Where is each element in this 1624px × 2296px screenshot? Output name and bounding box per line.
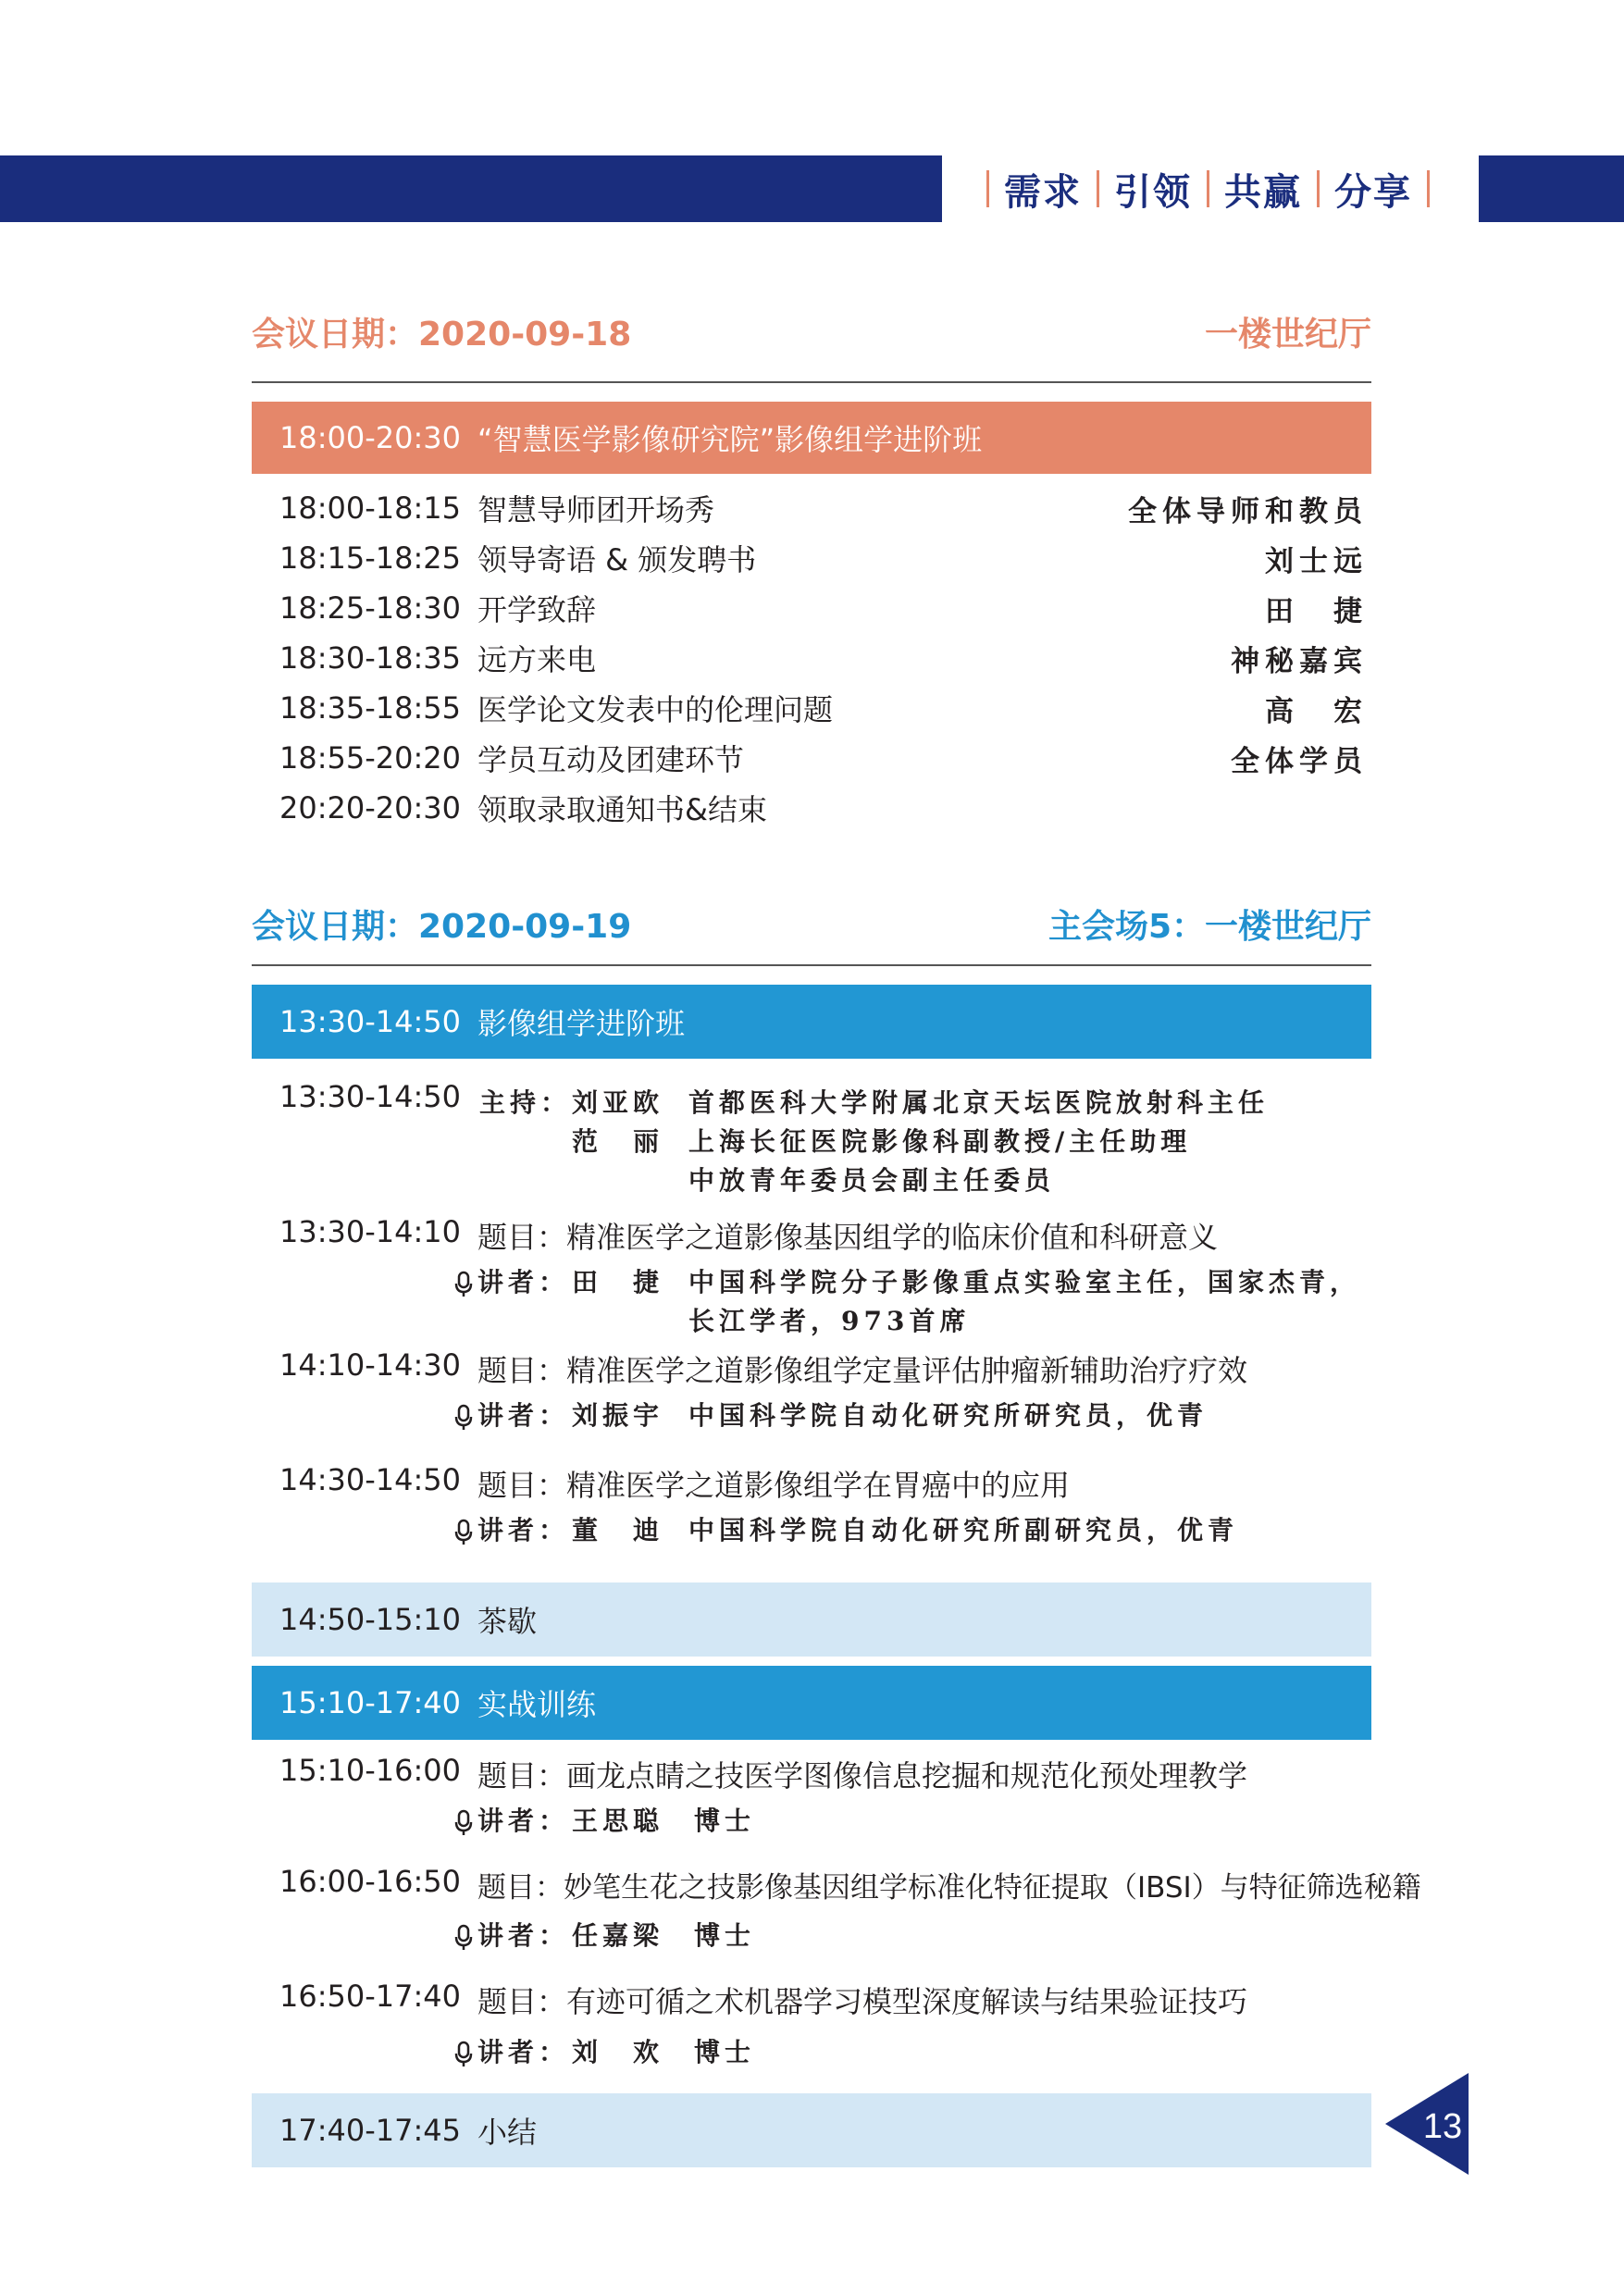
talk-topic: 题目：精准医学之道影像组学定量评估肿瘤新辅助治疗疗效 — [477, 1353, 1248, 1388]
training-row — [279, 1753, 1247, 1795]
slogan-divider — [1097, 170, 1099, 207]
row-activity: 远方来电 — [477, 642, 597, 677]
schedule-row — [279, 485, 1371, 531]
row-time: 18:00-18:15 — [279, 490, 461, 526]
training-topic: 题目：妙笔生花之技影像基因组学标准化特征提取（IBSI）与特征筛选秘籍 — [477, 1871, 1421, 1905]
day1-date: 会议日期：2020-09-18 — [252, 315, 632, 354]
summary-bar — [252, 2093, 1371, 2167]
microphone-icon — [453, 1404, 474, 1432]
speaker-label: 讲者： — [477, 2037, 570, 2067]
slogan-divider — [986, 170, 989, 207]
talk-topic: 题目：精准医学之道影像组学在胃癌中的应用 — [477, 1468, 1071, 1503]
row-activity: 领导寄语 & 颁发聘书 — [477, 542, 757, 577]
chair-desc: 中放青年委员会副主任委员 — [688, 1165, 1056, 1196]
page-number-badge — [1385, 2073, 1469, 2178]
schedule-row — [279, 635, 1371, 681]
talk-row — [279, 1462, 1070, 1505]
row-person: 田 捷 — [1265, 594, 1368, 628]
talk-topic: 题目：精准医学之道影像基因组学的临床价值和科研意义 — [477, 1220, 1219, 1255]
row-person: 高 宏 — [1265, 694, 1368, 728]
microphone-icon — [453, 1924, 474, 1952]
day1-divider — [252, 381, 1371, 383]
row-person: 刘士远 — [1265, 544, 1368, 578]
session-time: 15:10-17:40 — [279, 1685, 461, 1720]
break-title: 茶歇 — [477, 1604, 538, 1639]
talk-row — [279, 1214, 1218, 1257]
day2-session-bar — [252, 985, 1371, 1059]
row-person: 神秘嘉宾 — [1231, 644, 1368, 678]
slogan-word: 共赢 — [1224, 170, 1302, 214]
schedule-row — [279, 685, 1371, 731]
speaker-label: 讲者： — [477, 1515, 570, 1545]
page-badge-triangle — [1385, 2073, 1469, 2175]
slogan-word: 引领 — [1114, 170, 1192, 214]
row-time: 20:20-20:30 — [279, 790, 461, 825]
row-time: 18:30-18:35 — [279, 640, 461, 676]
talk-row — [279, 1347, 1247, 1390]
row-time: 18:35-18:55 — [279, 690, 461, 726]
day2-venue: 主会场5：一楼世纪厅 — [1048, 907, 1371, 946]
row-activity: 学员互动及团建环节 — [477, 742, 745, 777]
speaker-name: 王思聪 博士 — [572, 1806, 756, 1836]
row-activity: 医学论文发表中的伦理问题 — [477, 692, 834, 727]
row-activity: 领取录取通知书&结束 — [477, 792, 767, 827]
row-time: 18:55-20:20 — [279, 740, 461, 776]
row-time: 18:25-18:30 — [279, 590, 461, 626]
speaker-line — [453, 1916, 569, 1953]
training-time: 16:50-17:40 — [279, 1979, 461, 2014]
day1-session-bar — [252, 402, 1371, 474]
microphone-icon — [453, 1271, 474, 1298]
speaker-desc: 长江学者，973首席 — [688, 1306, 971, 1336]
microphone-icon — [453, 2041, 474, 2068]
speaker-label: 讲者： — [477, 1806, 570, 1836]
speaker-name: 刘 欢 博士 — [572, 2037, 756, 2067]
microphone-icon — [453, 1809, 474, 1837]
row-person: 全体学员 — [1231, 744, 1368, 778]
chair-time: 13:30-14:50 — [279, 1079, 461, 1114]
day2-divider — [252, 964, 1371, 966]
chair-name: 范 丽 — [572, 1126, 664, 1157]
training-time: 15:10-16:00 — [279, 1753, 461, 1788]
speaker-label: 讲者： — [477, 1267, 570, 1297]
speaker-name: 任嘉梁 博士 — [572, 1920, 756, 1951]
speaker-line — [453, 1262, 569, 1299]
session-time: 18:00-20:30 — [279, 420, 461, 455]
training-topic: 题目：画龙点睛之技医学图像信息挖掘和规范化预处理教学 — [477, 1758, 1248, 1793]
talk-time: 14:30-14:50 — [279, 1462, 461, 1497]
training-session-bar — [252, 1666, 1371, 1740]
session-time: 13:30-14:50 — [279, 1004, 461, 1039]
training-row — [279, 1979, 1247, 2021]
chair-desc: 上海长征医院影像科副教授/主任助理 — [688, 1126, 1192, 1157]
speaker-label: 讲者： — [477, 1400, 570, 1431]
training-topic: 题目：有迹可循之术机器学习模型深度解读与结果验证技巧 — [477, 1984, 1248, 2019]
training-time: 16:00-16:50 — [279, 1864, 461, 1899]
break-bar — [252, 1582, 1371, 1657]
summary-title: 小结 — [477, 2115, 538, 2150]
session-title: “智慧医学影像研究院”影像组学进阶班 — [477, 422, 983, 457]
slogan-word: 分享 — [1334, 170, 1412, 214]
slogan-word: 需求 — [1004, 170, 1082, 214]
speaker-line — [453, 2032, 569, 2069]
header-band-left — [0, 155, 942, 222]
day1-heading — [252, 304, 1371, 359]
training-row — [279, 1864, 1421, 1905]
schedule-row — [279, 785, 1371, 831]
microphone-icon — [453, 1519, 474, 1546]
speaker-desc: 中国科学院自动化研究所副研究员，优青 — [688, 1515, 1239, 1545]
session-title: 实战训练 — [477, 1687, 597, 1722]
speaker-name: 董 迪 — [572, 1515, 664, 1545]
slogan-divider — [1207, 170, 1209, 207]
schedule-row — [279, 585, 1371, 631]
speaker-line — [453, 1801, 569, 1838]
session-title: 影像组学进阶班 — [477, 1006, 686, 1041]
row-activity: 智慧导师团开场秀 — [477, 492, 715, 527]
speaker-line — [453, 1510, 569, 1547]
header-slogan — [972, 159, 1444, 218]
schedule-row — [279, 535, 1371, 581]
speaker-line — [453, 1396, 569, 1433]
speaker-label: 讲者： — [477, 1920, 570, 1951]
slogan-divider — [1317, 170, 1320, 207]
chair-name: 刘亚欧 — [572, 1087, 664, 1118]
day1-venue: 一楼世纪厅 — [1204, 315, 1371, 354]
speaker-name: 刘振宇 — [572, 1400, 664, 1431]
day2-heading — [252, 896, 1371, 951]
break-time: 14:50-15:10 — [279, 1602, 461, 1637]
chair-label: 主持： — [479, 1087, 572, 1118]
speaker-name: 田 捷 — [572, 1267, 664, 1297]
talk-time: 14:10-14:30 — [279, 1347, 461, 1383]
summary-time: 17:40-17:45 — [279, 2113, 461, 2148]
day2-date: 会议日期：2020-09-19 — [252, 907, 632, 946]
talk-time: 13:30-14:10 — [279, 1214, 461, 1249]
schedule-row — [279, 735, 1371, 781]
row-time: 18:15-18:25 — [279, 540, 461, 576]
slogan-divider — [1427, 170, 1430, 207]
row-person: 全体导师和教员 — [1128, 494, 1368, 528]
row-activity: 开学致辞 — [477, 592, 597, 627]
page-number: 13 — [1422, 2107, 1463, 2146]
speaker-desc: 中国科学院分子影像重点实验室主任，国家杰青， — [688, 1267, 1361, 1297]
header-band-right — [1479, 155, 1624, 222]
chair-desc: 首都医科大学附属北京天坛医院放射科主任 — [688, 1087, 1270, 1118]
speaker-desc: 中国科学院自动化研究所研究员，优青 — [688, 1400, 1209, 1431]
